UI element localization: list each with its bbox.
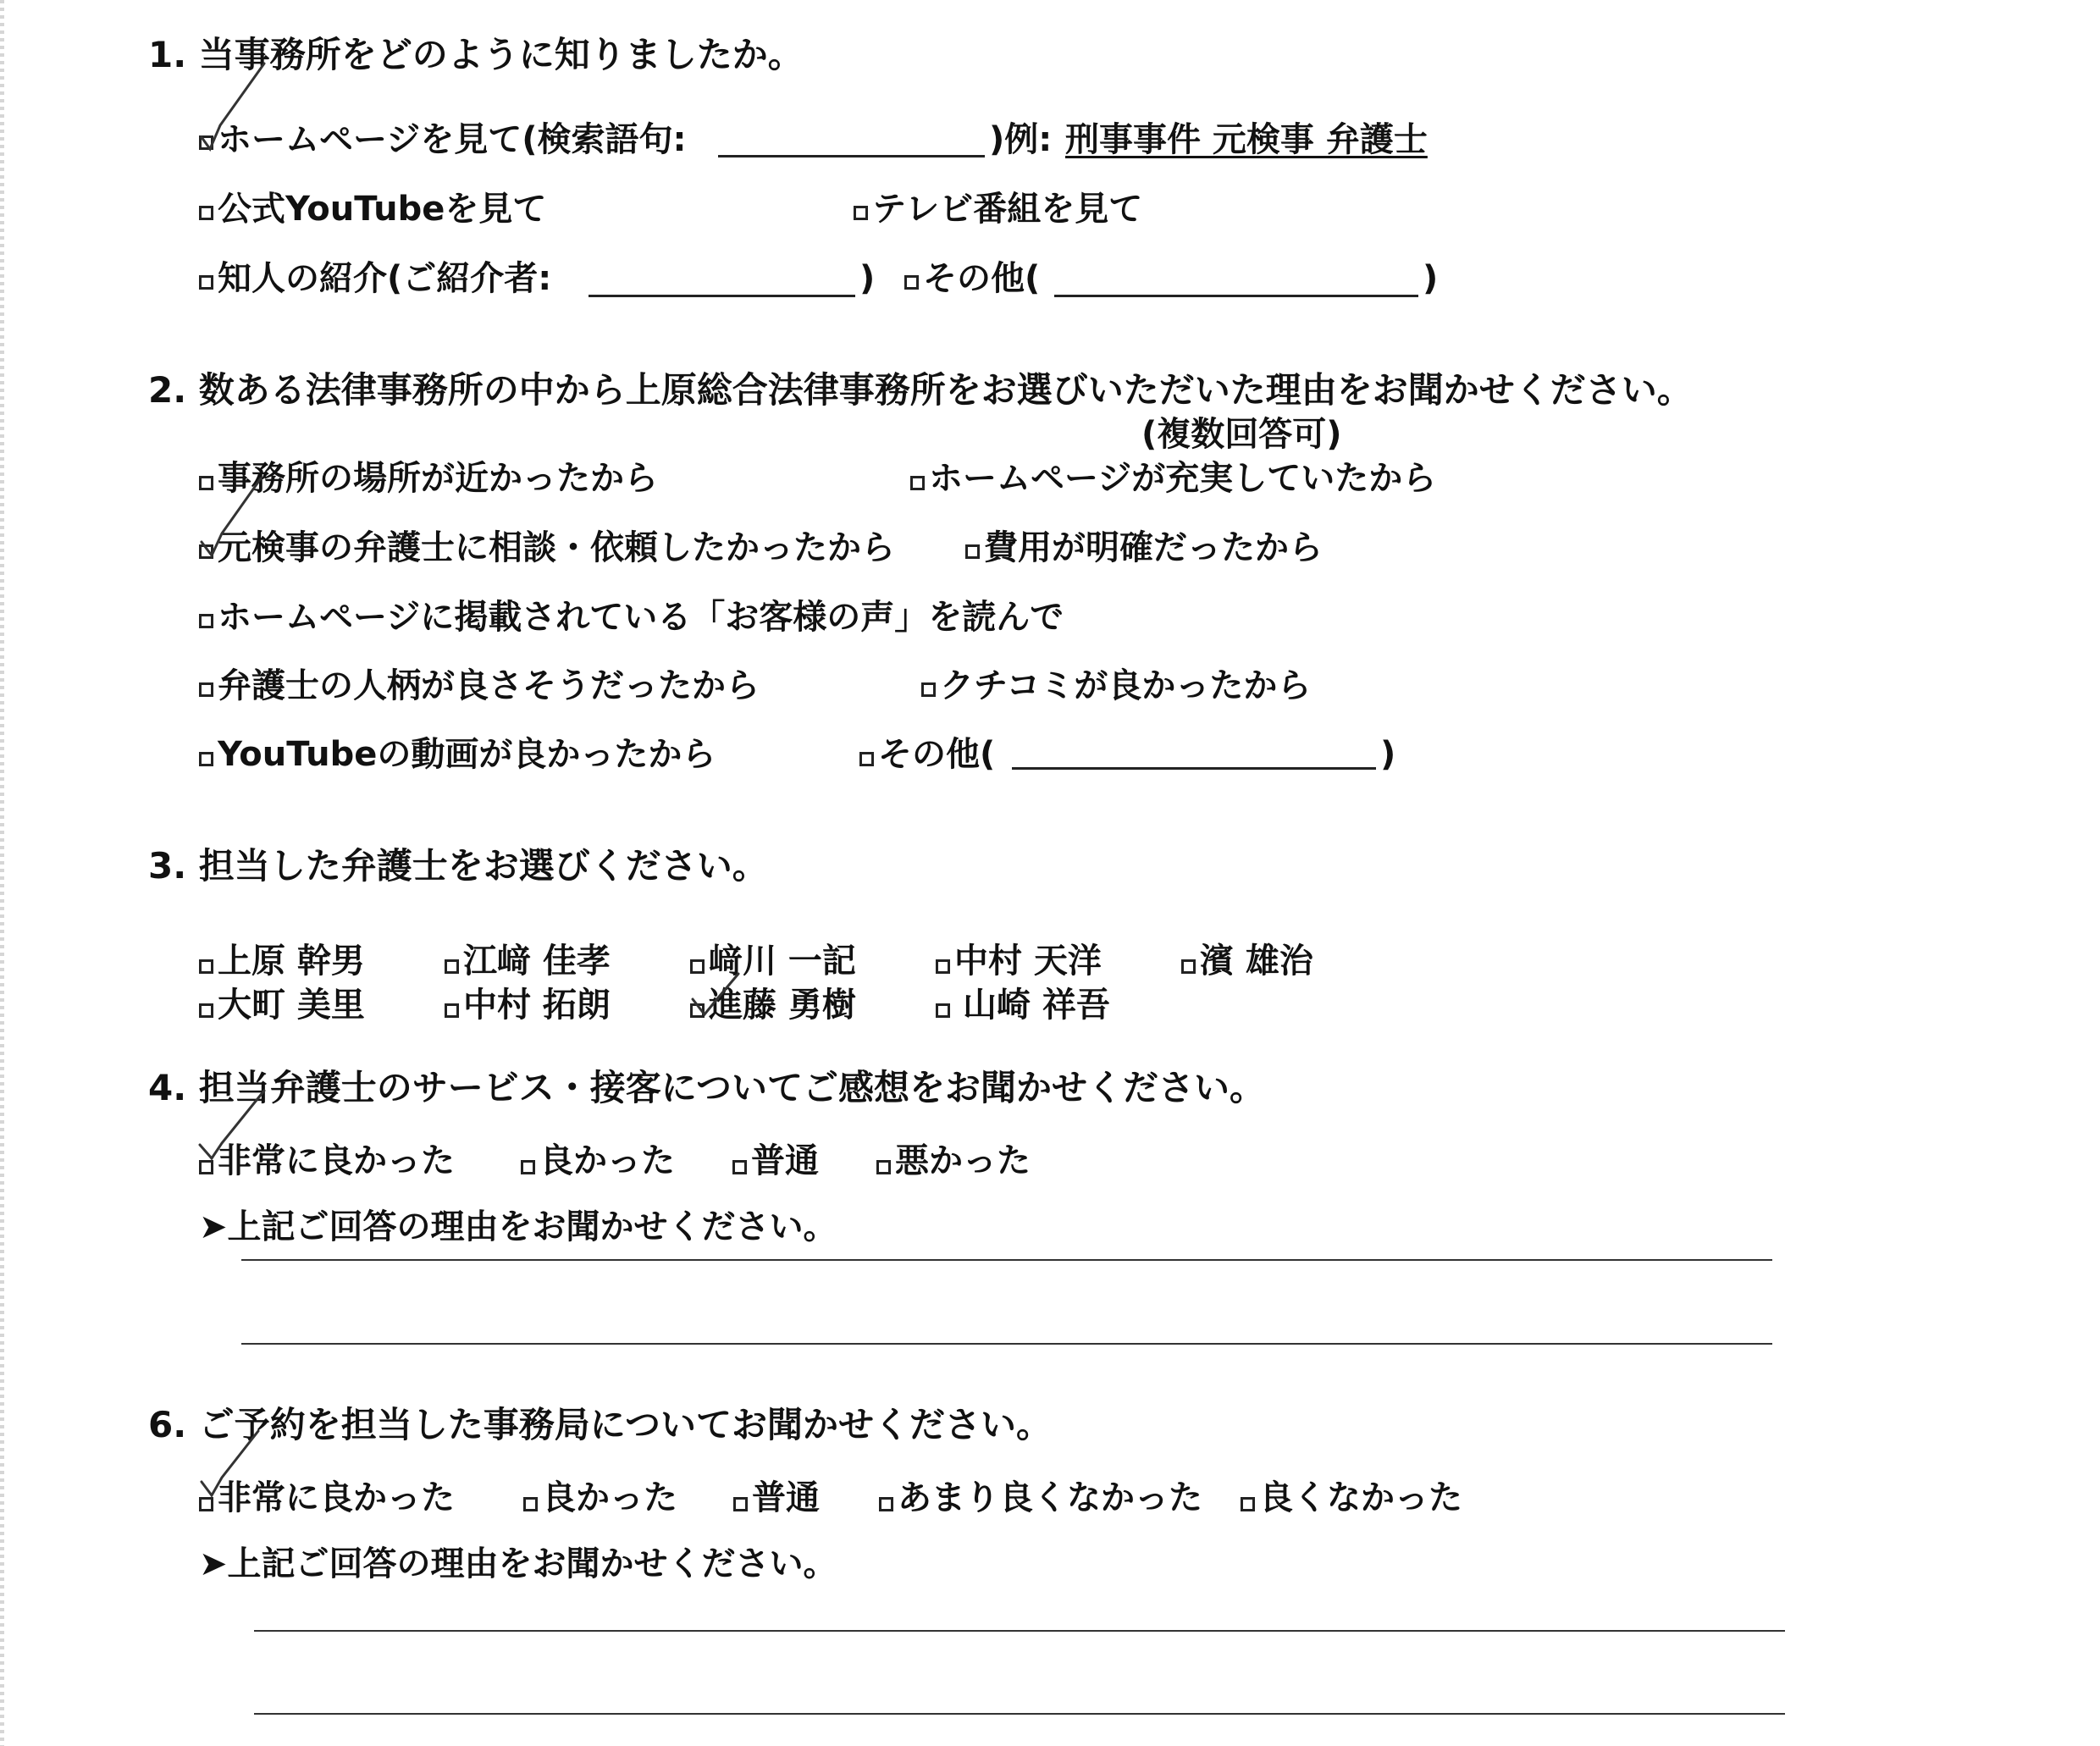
q3-lawyer-1: 上原 幹男 bbox=[218, 942, 365, 981]
q1-homepage-tail: )例: bbox=[989, 120, 1053, 159]
q4-reason-prompt: ➤上記ご回答の理由をお聞かせください。 bbox=[199, 1207, 837, 1246]
q4-opt4-label: 悪かった bbox=[895, 1141, 1031, 1180]
q4-title: 4. 担当弁護士のサービス・接客についてご感想をお聞かせください。 bbox=[148, 1067, 1265, 1108]
q3-lawyer-4-checkbox[interactable] bbox=[936, 959, 950, 974]
q2-opt9-checkbox[interactable] bbox=[859, 752, 874, 766]
q1-example-keywords: 刑事事件 元検事 弁護士 bbox=[1065, 120, 1428, 159]
q3-lawyer-3: 﨑川 一記 bbox=[709, 942, 856, 981]
q6-opt1-checkbox[interactable] bbox=[199, 1497, 213, 1511]
q2-opt6-label: 弁護士の人柄が良さそうだったから bbox=[218, 666, 760, 705]
q2-opt2-checkbox[interactable] bbox=[910, 476, 925, 490]
q2-opt3-label: 元検事の弁護士に相談・依頼したかったから bbox=[218, 528, 895, 567]
q4-opt2-checkbox[interactable] bbox=[521, 1160, 535, 1174]
q2-opt4-label: 費用が明確だったから bbox=[984, 528, 1323, 567]
q1-other-close: ) bbox=[1423, 259, 1439, 298]
q2-opt5-label: ホームページに掲載されている「お客様の声」を読んで bbox=[218, 598, 1064, 637]
q3-lawyer-9: 山崎 祥吾 bbox=[963, 986, 1110, 1025]
q6-reason-prompt: ➤上記ご回答の理由をお聞かせください。 bbox=[199, 1544, 837, 1583]
q2-note: (複数回答可) bbox=[1141, 415, 1342, 454]
q2-other-blank[interactable] bbox=[1012, 767, 1376, 770]
q1-referral-close: ) bbox=[859, 259, 876, 298]
q1-other-label: その他( bbox=[923, 259, 1041, 298]
q6-opt3-label: 普通 bbox=[752, 1478, 820, 1517]
q1-referrer-blank[interactable] bbox=[589, 295, 855, 297]
q3-lawyer-7: 中村 拓朗 bbox=[463, 986, 611, 1025]
q1-search-term-blank[interactable] bbox=[718, 155, 985, 157]
q1-homepage-checkbox[interactable] bbox=[199, 135, 213, 150]
q3-lawyer-8: 進藤 勇樹 bbox=[709, 986, 856, 1025]
q6-opt2-label: 良かった bbox=[542, 1478, 677, 1517]
q6-title: 6. ご予約を担当した事務局についてお聞かせください。 bbox=[148, 1404, 1052, 1445]
q2-opt2-label: ホームページが充実していたから bbox=[929, 459, 1437, 498]
q3-lawyer-3-checkbox[interactable] bbox=[690, 959, 705, 974]
q2-opt6-checkbox[interactable] bbox=[199, 682, 213, 697]
q4-opt1-checkbox[interactable] bbox=[199, 1160, 213, 1174]
q2-opt1-label: 事務所の場所が近かったから bbox=[218, 459, 658, 498]
q4-opt1-label: 非常に良かった bbox=[218, 1141, 455, 1180]
q3-title: 3. 担当した弁護士をお選びください。 bbox=[148, 845, 768, 887]
q6-answer-line-1[interactable] bbox=[254, 1630, 1785, 1632]
q6-answer-line-2[interactable] bbox=[254, 1713, 1785, 1715]
q3-lawyer-6: 大町 美里 bbox=[218, 986, 365, 1025]
q4-opt3-checkbox[interactable] bbox=[732, 1160, 747, 1174]
q4-answer-line-2[interactable] bbox=[241, 1343, 1772, 1345]
q1-referral-label: 知人の紹介(ご紹介者: bbox=[218, 259, 552, 298]
q2-opt4-checkbox[interactable] bbox=[965, 544, 980, 559]
q6-opt4-label: あまり良くなかった bbox=[898, 1478, 1202, 1517]
q2-opt5-checkbox[interactable] bbox=[199, 614, 213, 628]
q4-opt3-label: 普通 bbox=[751, 1141, 819, 1180]
q3-lawyer-9-checkbox[interactable] bbox=[936, 1003, 950, 1018]
q1-youtube-label: 公式YouTubeを見て bbox=[218, 190, 547, 229]
q2-opt7-label: クチコミが良かったから bbox=[940, 666, 1312, 705]
q1-title: 1. 当事務所をどのように知りましたか。 bbox=[148, 34, 804, 75]
q2-opt7-checkbox[interactable] bbox=[921, 682, 936, 697]
q3-lawyer-4: 中村 天洋 bbox=[954, 942, 1102, 981]
q2-opt3-checkbox[interactable] bbox=[199, 544, 213, 559]
q3-lawyer-1-checkbox[interactable] bbox=[199, 959, 213, 974]
q6-opt4-checkbox[interactable] bbox=[879, 1497, 893, 1511]
q3-lawyer-8-checkbox[interactable] bbox=[690, 1003, 705, 1018]
q1-homepage-label: ホームページを見て(検索語句: bbox=[218, 120, 687, 159]
q2-opt1-checkbox[interactable] bbox=[199, 476, 213, 490]
q3-lawyer-7-checkbox[interactable] bbox=[445, 1003, 459, 1018]
q4-opt4-checkbox[interactable] bbox=[876, 1160, 891, 1174]
q3-lawyer-6-checkbox[interactable] bbox=[199, 1003, 213, 1018]
q2-other-close: ) bbox=[1380, 735, 1396, 774]
q3-lawyer-2-checkbox[interactable] bbox=[445, 959, 459, 974]
q3-lawyer-5: 濱 雄治 bbox=[1200, 942, 1313, 981]
q3-lawyer-5-checkbox[interactable] bbox=[1181, 959, 1196, 974]
q2-title: 2. 数ある法律事務所の中から上原総合法律事務所をお選びいただいた理由をお聞かせください。 bbox=[148, 369, 1693, 411]
scan-edge bbox=[0, 0, 4, 1746]
q6-opt5-label: 良くなかった bbox=[1259, 1478, 1462, 1517]
q1-other-checkbox[interactable] bbox=[904, 275, 919, 290]
q4-answer-line-1[interactable] bbox=[241, 1259, 1772, 1261]
q1-other-blank[interactable] bbox=[1054, 295, 1418, 297]
q6-opt5-checkbox[interactable] bbox=[1241, 1497, 1255, 1511]
q1-youtube-checkbox[interactable] bbox=[199, 206, 213, 220]
q4-opt2-label: 良かった bbox=[539, 1141, 675, 1180]
q1-tv-checkbox[interactable] bbox=[854, 206, 868, 220]
q2-opt9-label: その他( bbox=[878, 735, 996, 774]
q6-opt3-checkbox[interactable] bbox=[733, 1497, 748, 1511]
q1-tv-label: テレビ番組を見て bbox=[872, 190, 1143, 229]
q1-referral-checkbox[interactable] bbox=[199, 275, 213, 290]
q3-lawyer-2: 江﨑 佳孝 bbox=[463, 942, 611, 981]
q2-opt8-checkbox[interactable] bbox=[199, 752, 213, 766]
q6-opt1-label: 非常に良かった bbox=[218, 1478, 455, 1517]
q6-opt2-checkbox[interactable] bbox=[523, 1497, 538, 1511]
q2-opt8-label: YouTubeの動画が良かったから bbox=[218, 735, 716, 774]
